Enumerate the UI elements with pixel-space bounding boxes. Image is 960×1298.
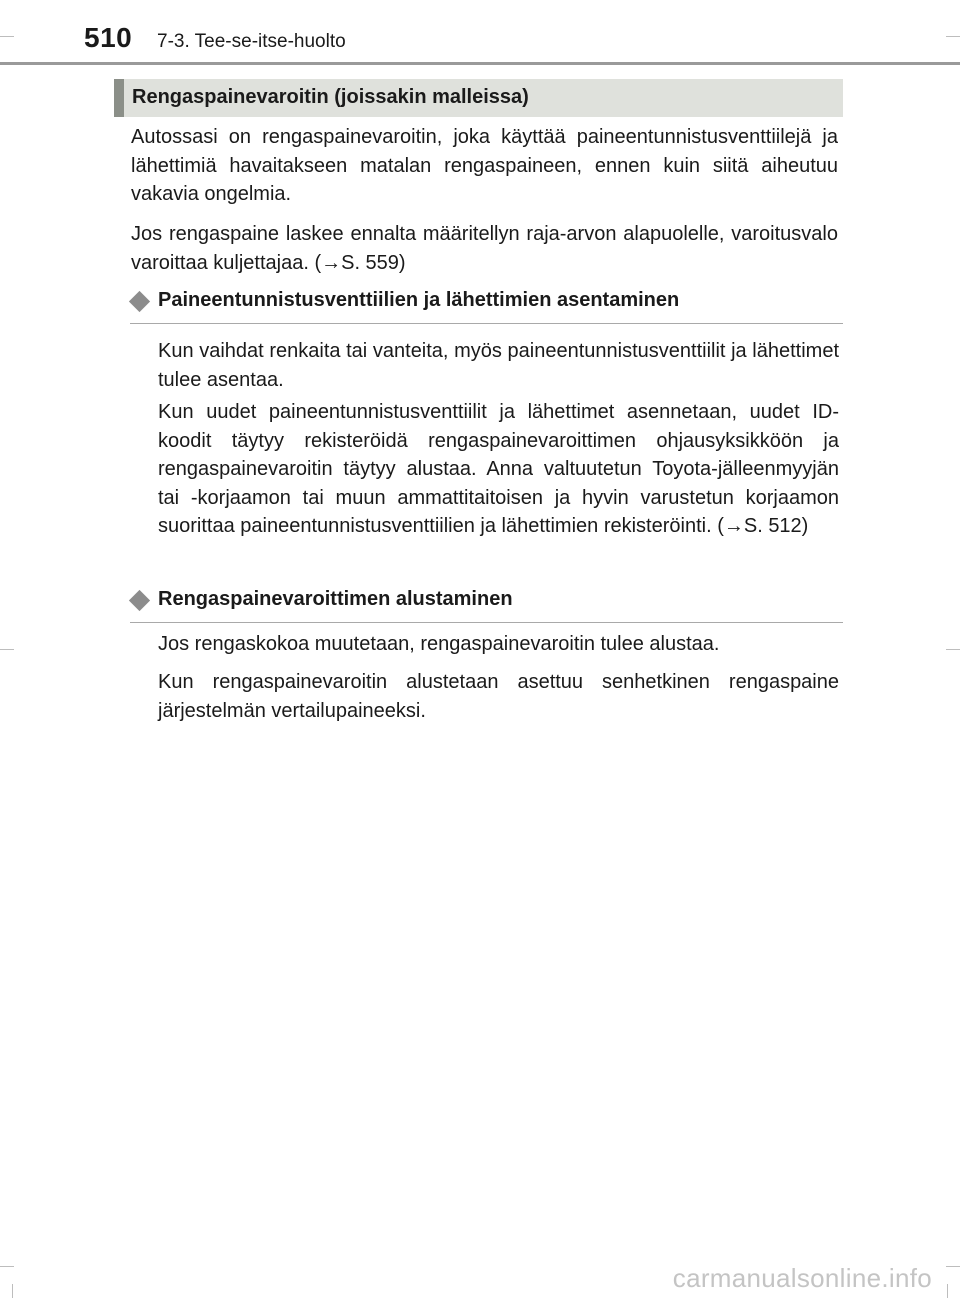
crop-mark bbox=[947, 1284, 948, 1298]
page-number: 510 bbox=[84, 22, 133, 53]
subsection-paragraph: Kun uudet paineentunnistusventtiilit ja lähettimet asennetaan, uudet ID-koodit täytyy rekisteröidä rengaspainevaroittimen ohjausyksikköön ja rengaspainevaroitin täytyy alustaa. Anna valtuutetun Toyota-jälleenmyyjän tai -korjaamon tai muun ammattitaitoisen ja hyvin varustetun korjaamon suorittaa paineentunnistusventtiilien ja lähettimien rekisteröinti. (→S. 512) bbox=[158, 401, 839, 537]
section-title: Rengaspainevaroitin (joissakin malleissa) bbox=[132, 86, 529, 108]
crop-mark bbox=[0, 649, 14, 650]
header-divider bbox=[0, 62, 960, 65]
subsection-heading bbox=[130, 588, 843, 623]
subsection-heading-label: Rengaspainevaroittimen alustaminen bbox=[158, 588, 513, 610]
subsection-heading-label: Paineentunnistusventtiilien ja lähettimien asentaminen bbox=[158, 289, 680, 311]
crop-mark bbox=[946, 1266, 960, 1267]
subsection-heading bbox=[130, 289, 843, 324]
watermark: carmanualsonline.info bbox=[672, 1263, 932, 1293]
intro-paragraph: Autossasi on rengaspainevaroitin, joka käyttää paineentunnistusventtiilejä ja lähettimiä havaitakseen matalan rengaspaineen, ennen kuin siitä aiheutuu vakavia ongelmia. bbox=[131, 126, 838, 205]
section-accent bbox=[114, 79, 124, 117]
subsection-paragraph: Kun vaihdat renkaita tai vanteita, myös paineentunnistusventtiilit ja lähettimet tulee asentaa. bbox=[158, 340, 839, 391]
page-header bbox=[0, 0, 960, 64]
crop-mark bbox=[0, 1266, 14, 1267]
crop-mark bbox=[946, 649, 960, 650]
subsection-paragraph: Kun rengaspainevaroitin alustetaan asettuu senhetkinen rengaspaine järjestelmän vertailupaineeksi. bbox=[158, 671, 839, 722]
diamond-bullet-icon bbox=[129, 590, 150, 611]
crop-mark bbox=[12, 1284, 13, 1298]
chapter-title: 7-3. Tee-se-itse-huolto bbox=[157, 31, 346, 52]
diamond-bullet-icon bbox=[129, 291, 150, 312]
subsection-paragraph: Jos rengaskokoa muutetaan, rengaspainevaroitin tulee alustaa. bbox=[158, 633, 720, 655]
section-title-bar bbox=[114, 79, 843, 117]
intro-paragraph: Jos rengaspaine laskee ennalta määritellyn raja-arvon alapuolelle, varoitusvalo varoittaa kuljettajaa. (→S. 559) bbox=[131, 223, 838, 274]
